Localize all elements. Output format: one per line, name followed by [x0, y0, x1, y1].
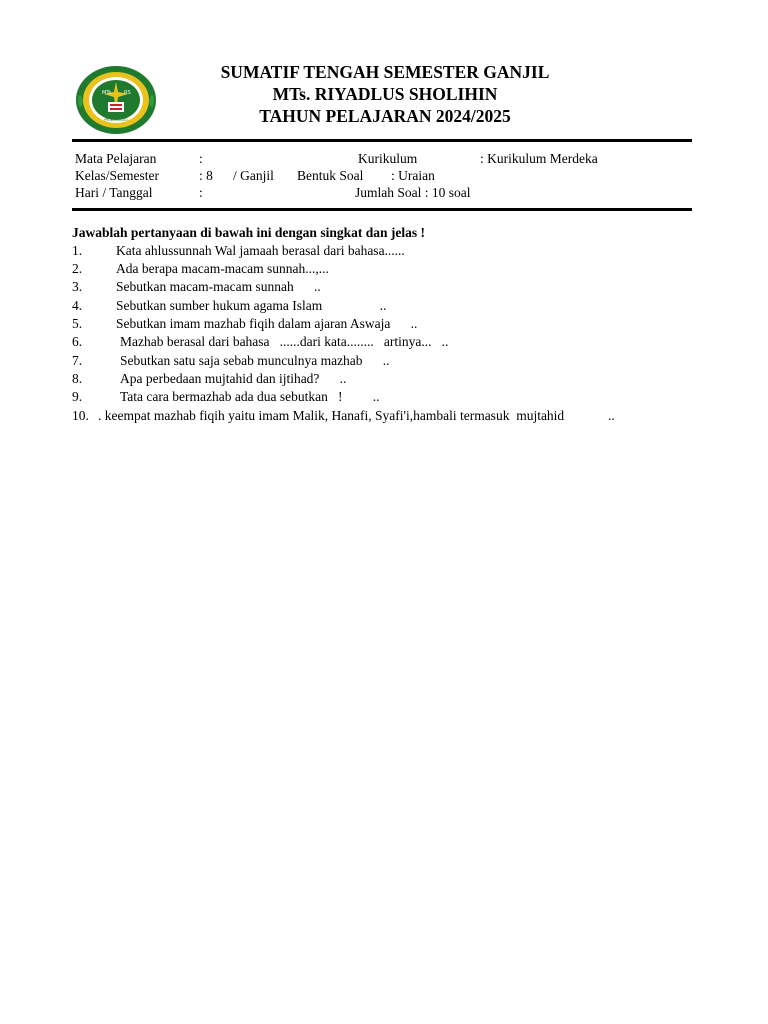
question-number: 1. [72, 243, 83, 258]
exam-title: SUMATIF TENGAH SEMESTER GANJIL [220, 62, 550, 82]
mapel-label: Mata Pelajaran [75, 151, 157, 166]
academic-year: TAHUN PELAJARAN 2024/2025 [259, 106, 511, 126]
question-number: 6. [72, 334, 83, 349]
kelas-label: Kelas/Semester [75, 168, 159, 183]
kurikulum-label: Kurikulum [358, 151, 418, 166]
header-divider-bottom [72, 208, 692, 211]
question-number: 7. [72, 353, 83, 368]
hari-tanggal-value: : [199, 185, 203, 200]
school-emblem-icon [74, 64, 158, 136]
question-number: 2. [72, 261, 83, 276]
kelas-value: : 8 [199, 168, 213, 183]
logo-text-top: MTs [102, 90, 112, 96]
logo-text-right: RS [124, 90, 131, 96]
question-number: 5. [72, 316, 83, 331]
bentuk-soal-label: Bentuk Soal [297, 168, 364, 183]
question-text: . keempat mazhab fiqih yaitu imam Malik, Hanafi, Syafi'i,hambali termasuk mujtahid .. [98, 408, 615, 423]
hari-tanggal-label: Hari / Tanggal [75, 185, 153, 200]
bentuk-soal-value: : Uraian [391, 168, 435, 183]
question-number: 10. [72, 408, 89, 423]
question-text: Kata ahlussunnah Wal jamaah berasal dari bahasa...... [116, 243, 405, 258]
question-number: 4. [72, 298, 83, 313]
header-divider-top [72, 139, 692, 142]
question-text: Mazhab berasal dari bahasa ......dari kata........ artinya... .. [120, 334, 449, 349]
logo-text-bottom: PROBOLINGGO [104, 118, 128, 122]
question-text: Sebutkan imam mazhab fiqih dalam ajaran Aswaja .. [116, 316, 418, 331]
question-number: 3. [72, 279, 83, 294]
instruction: Jawablah pertanyaan di bawah ini dengan singkat dan jelas ! [72, 225, 425, 240]
question-text: Sebutkan sumber hukum agama Islam .. [116, 298, 387, 313]
kurikulum-value: : Kurikulum Merdeka [480, 151, 598, 166]
question-number: 8. [72, 371, 83, 386]
mapel-value: : [199, 151, 203, 166]
semester-value: / Ganjil [233, 168, 274, 183]
question-number: 9. [72, 389, 83, 404]
school-name: MTs. RIYADLUS SHOLIHIN [272, 84, 498, 104]
question-text: Ada berapa macam-macam sunnah...,... [116, 261, 329, 276]
question-text: Sebutkan satu saja sebab munculnya mazhab .. [120, 353, 390, 368]
question-text: Apa perbedaan mujtahid dan ijtihad? .. [120, 371, 347, 386]
jumlah-soal: Jumlah Soal : 10 soal [355, 185, 471, 200]
question-text: Sebutkan macam-macam sunnah .. [116, 279, 321, 294]
question-text: Tata cara bermazhab ada dua sebutkan ! .. [120, 389, 380, 404]
